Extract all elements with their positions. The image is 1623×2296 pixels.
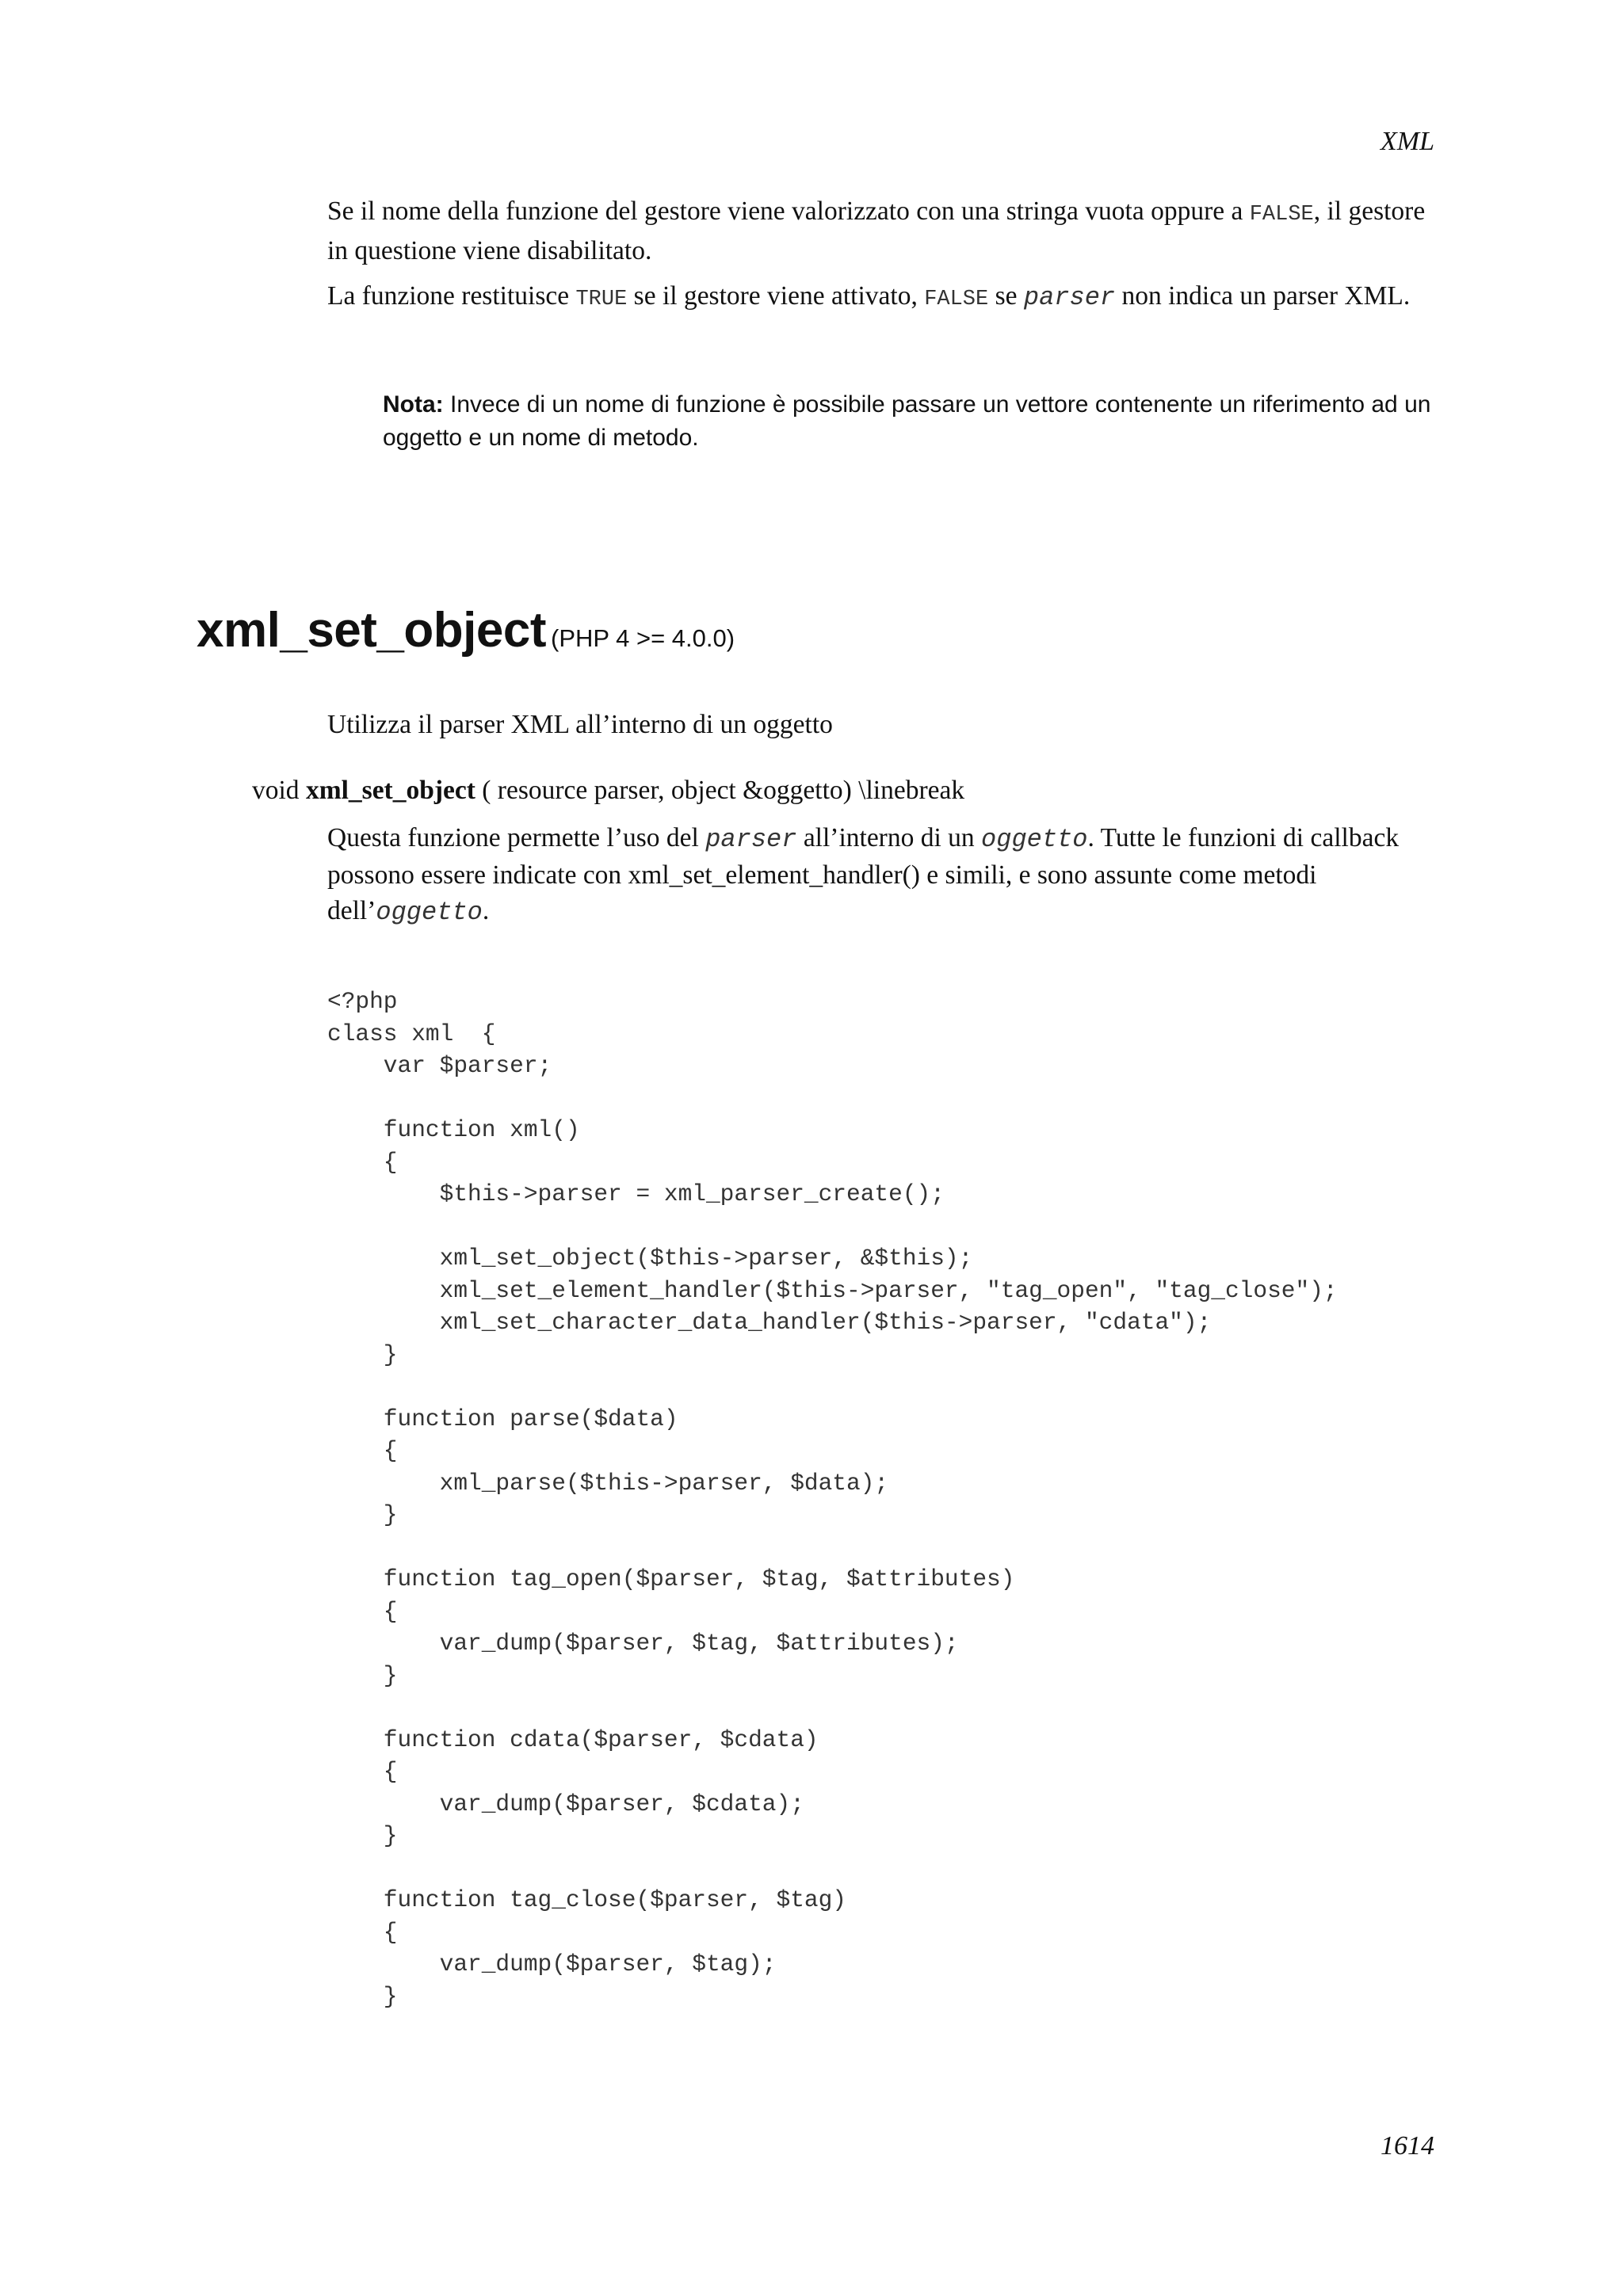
synopsis-return-type: void	[252, 776, 306, 805]
synopsis-arguments: ( resource parser, object &oggetto) \linebreak	[475, 776, 965, 805]
synopsis-function-name: xml_set_object	[305, 776, 475, 805]
true-keyword: TRUE	[575, 288, 628, 311]
note-text: Invece di un nome di funzione è possibile passare un vettore contenente un riferimento ad un oggetto e un nome di metodo.	[383, 391, 1431, 451]
function-title: xml_set_object	[197, 603, 546, 658]
p1-text-b: , il gestore in questione viene disabilitato.	[327, 196, 1426, 265]
page-number: 1614	[1381, 2131, 1434, 2161]
false-keyword: FALSE	[924, 288, 989, 311]
object-parameter: oggetto	[981, 825, 1088, 854]
p2-text-c: se	[988, 281, 1024, 311]
function-description	[327, 820, 1437, 930]
desc-text-c: . Tutte le funzioni di callback possono essere indicate con xml_set_element_handler() e simili, e sono assunte come metodi dell’	[327, 823, 1400, 925]
function-purpose: Utilizza il parser XML all’interno di un oggetto	[327, 710, 833, 739]
desc-text-a: Questa funzione permette l’uso del	[327, 823, 706, 852]
code-example: <?php class xml { var $parser; function xml() { $this->parser = xml_parser_create(); xml_set_object($this->parser, &$this); xml_set_element_handler($this->parser, "tag_open", "tag_close"); xml_set_character_data_handler($this->parser, "cdata"); } function parse($data) { xml_parse($this->parser, $data); } function tag_open($parser, $tag, $attributes) { var_dump($parser, $tag, $attributes); } function cdata($parser, $cdata) { var_dump($parser, $cdata); } function tag_close($parser, $tag) { var_dump($parser, $tag); }	[327, 988, 1338, 2010]
parser-parameter: parser	[1023, 283, 1116, 312]
note-box	[383, 388, 1445, 455]
function-heading	[197, 602, 735, 658]
parser-parameter: parser	[705, 825, 797, 854]
p2-text-b: se il gestore viene attivato,	[627, 281, 925, 311]
desc-text-b: all’interno di un	[796, 823, 982, 852]
p2-text-d: non indica un parser XML.	[1115, 281, 1411, 311]
p2-text-a: La funzione restituisce	[327, 281, 576, 311]
note-label: Nota:	[383, 391, 444, 418]
p1-text-a: Se il nome della funzione del gestore viene valorizzato con una stringa vuota oppure a	[327, 196, 1250, 226]
handler-disable-paragraph	[327, 193, 1437, 269]
return-value-paragraph	[327, 278, 1437, 318]
false-keyword: FALSE	[1249, 203, 1314, 227]
function-synopsis	[252, 772, 964, 808]
running-header: XML	[1381, 127, 1434, 156]
desc-text-d: .	[482, 896, 490, 925]
object-parameter: oggetto	[376, 898, 483, 927]
function-version: (PHP 4 >= 4.0.0)	[551, 624, 735, 652]
